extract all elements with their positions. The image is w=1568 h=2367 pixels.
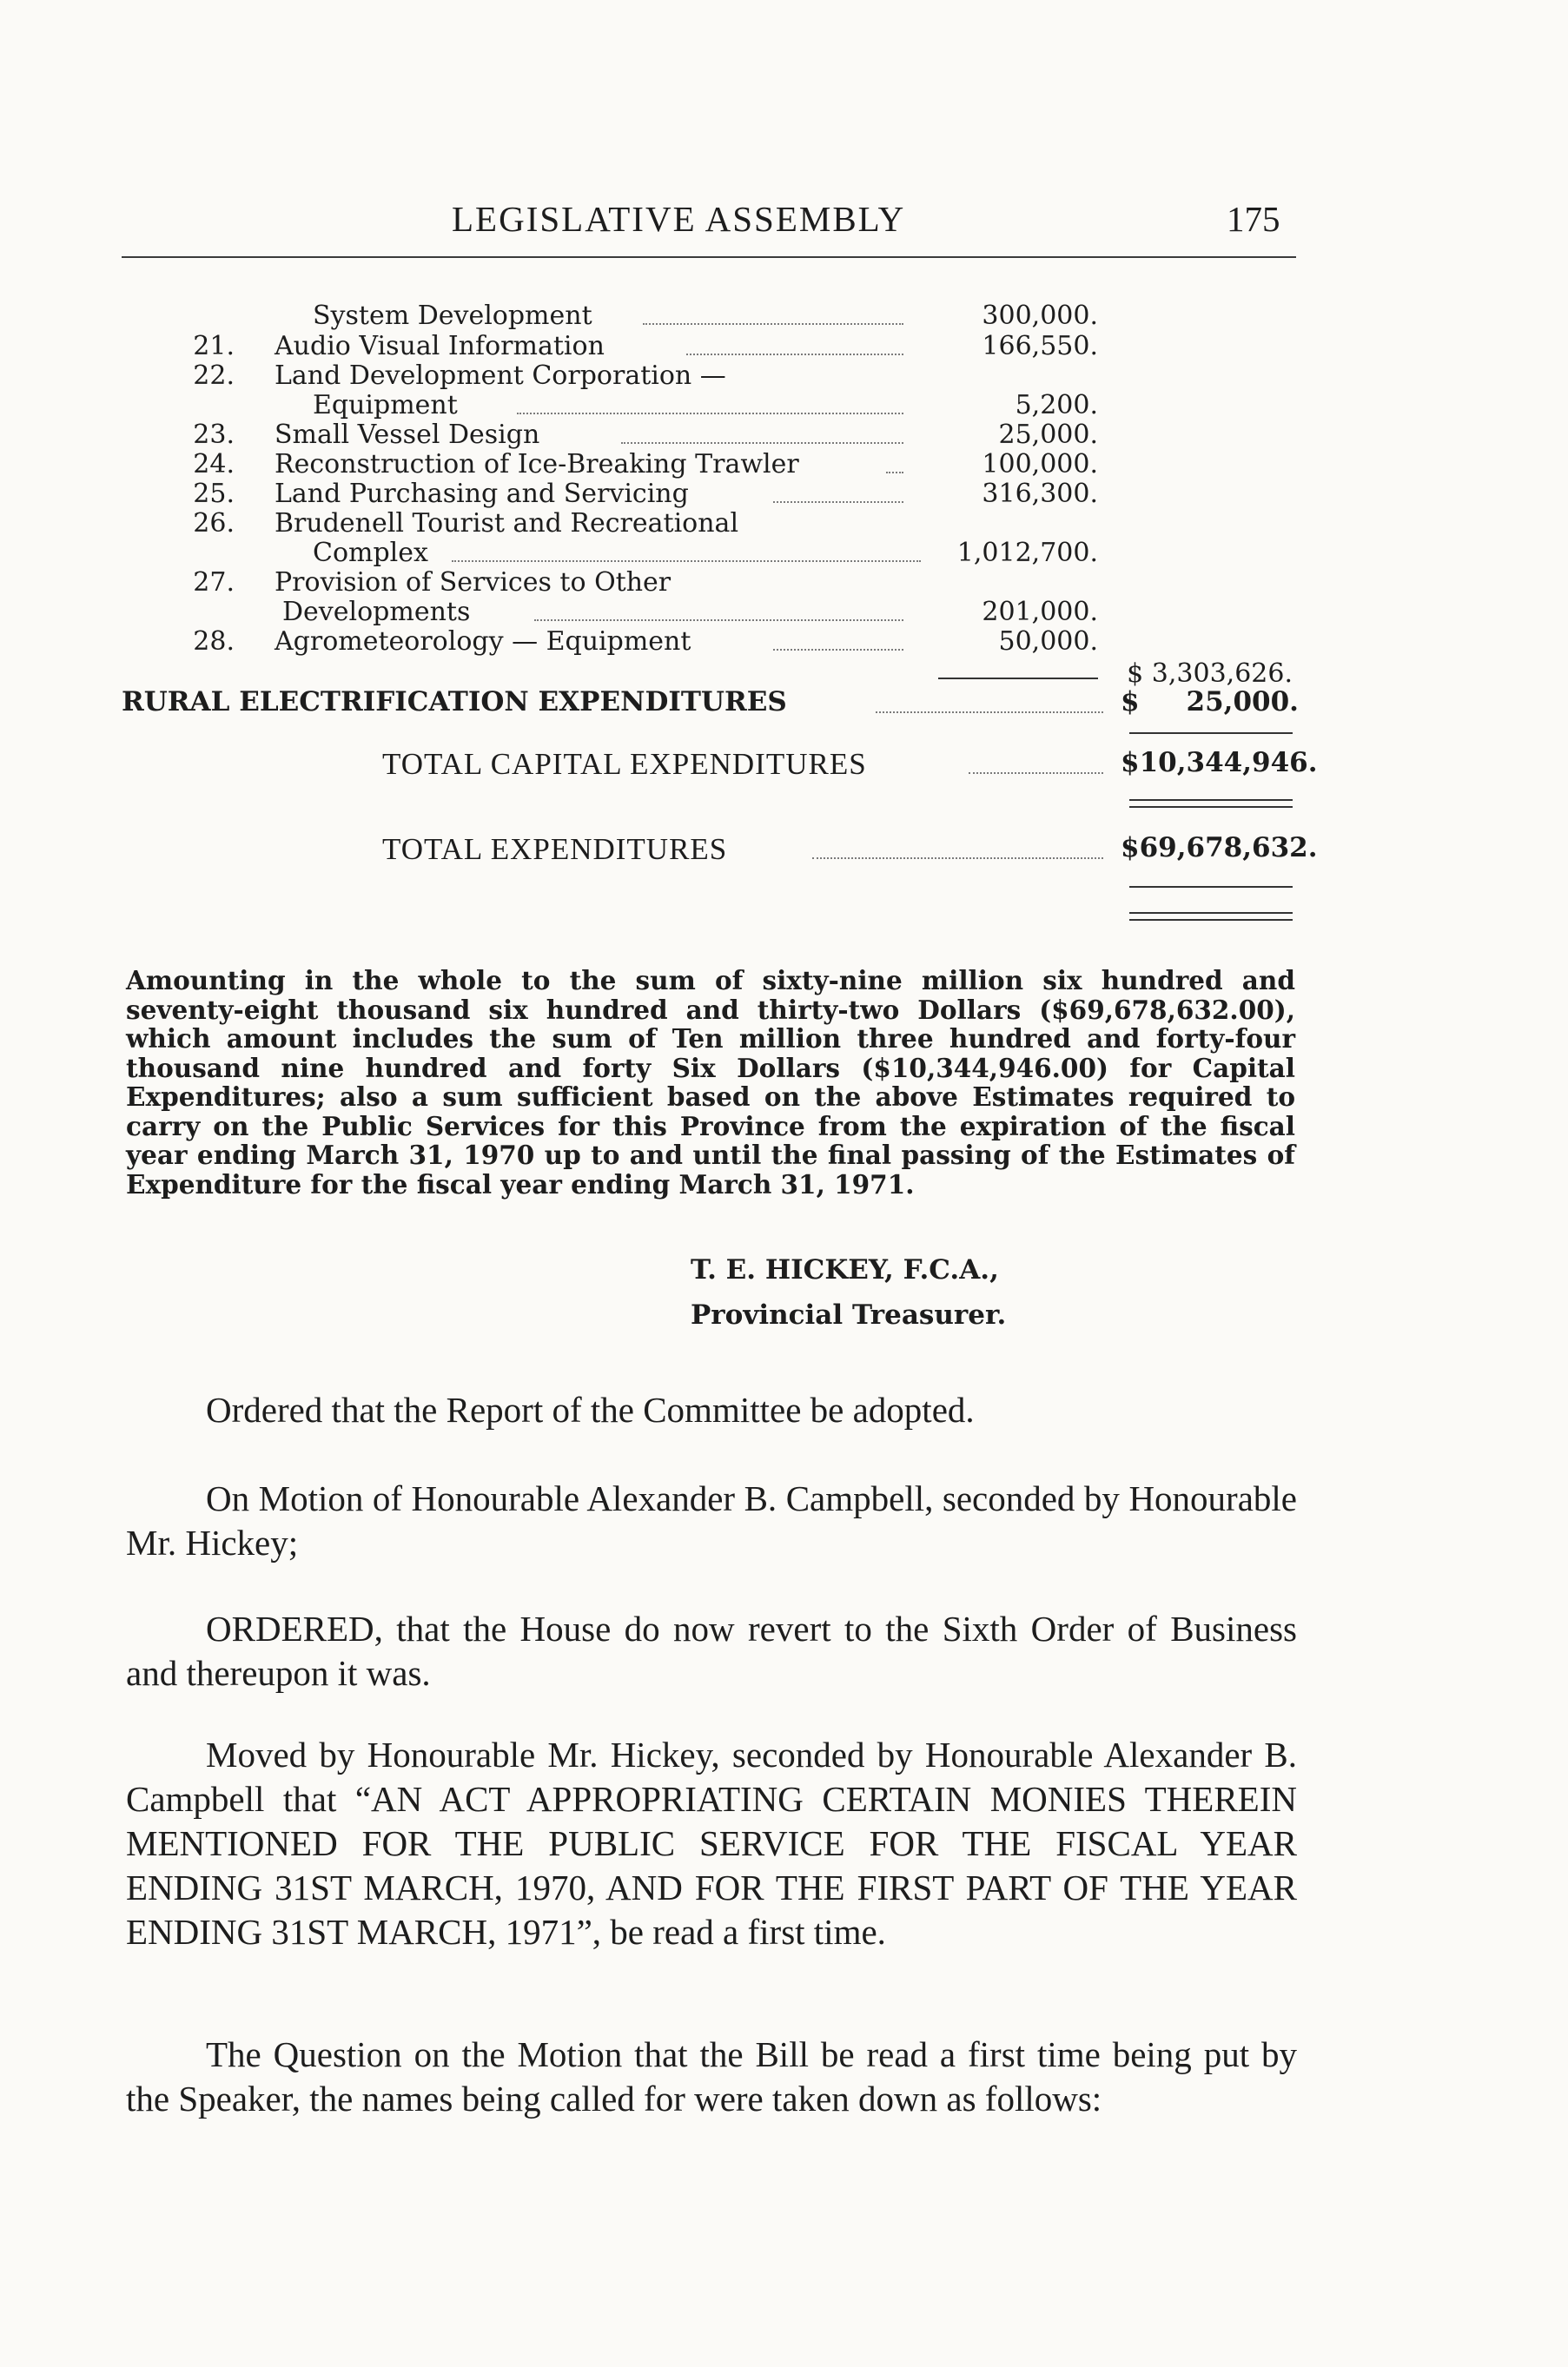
estimate-number: 22. — [193, 360, 235, 391]
estimate-label: Agrometeorology — Equipment — [275, 626, 691, 657]
total-capital-amount: $10,344,946. — [1121, 747, 1318, 778]
dot-leader — [812, 854, 1103, 859]
estimate-label: Land Development Corporation — — [275, 360, 726, 391]
subtotal-amount: $ 3,303,626. — [1127, 658, 1293, 689]
dot-leader — [621, 439, 903, 444]
estimate-amount: 5,200. — [1015, 390, 1098, 420]
estimate-label: Audio Visual Information — [275, 331, 605, 361]
dot-leader — [773, 645, 903, 651]
estimate-label: Provision of Services to Other — [275, 567, 672, 598]
dot-leader — [773, 498, 903, 503]
estimate-label: Small Vessel Design — [275, 420, 540, 450]
rule — [1129, 806, 1293, 808]
subtotal-rule — [938, 678, 1098, 679]
dot-leader — [876, 708, 1103, 713]
estimate-amount: 50,000. — [998, 626, 1098, 657]
estimate-label-continued: Complex — [313, 538, 428, 568]
rule — [1129, 799, 1293, 801]
estimate-number: 21. — [193, 331, 235, 361]
estimate-number: 28. — [193, 626, 235, 657]
rural-electrification-label: RURAL ELECTRIFICATION EXPENDITURES — [122, 686, 787, 717]
estimate-label: Reconstruction of Ice-Breaking Trawler — [275, 449, 799, 479]
appropriation-paragraph: Amounting in the whole to the sum of sixty-nine million six hundred and seventy-eight thousand six hundred and thirty-two Dollars ($69,678,632.00), which amount includes the sum of Ten million three hundred and forty-four thousand nine hundred and forty Six Dollars ($10,344,946.00) for Capital Expenditures; also a sum sufficient based on the above Estimates required to carry on the Public Services for this Province from the expiration of the fiscal year ending March 31, 1970 up to and until the final passing of the Estimates of Expenditure for the fiscal year ending March 31, 1971. — [126, 965, 1295, 1200]
estimate-number: 27. — [193, 567, 235, 598]
estimate-label: System Development — [313, 301, 592, 331]
estimate-number: 24. — [193, 449, 235, 479]
estimate-amount: 201,000. — [982, 597, 1098, 627]
total-expenditures-label: TOTAL EXPENDITURES — [382, 832, 728, 866]
running-header-title: LEGISLATIVE ASSEMBLY — [452, 199, 906, 239]
rule — [1129, 886, 1293, 888]
body-paragraph: Moved by Honourable Mr. Hickey, seconded by Honourable Alexander B. Campbell that “AN ACT APPROPRIATING CERTAIN MONIES THEREIN MENTIONED FOR THE PUBLIC SERVICE FOR THE FISCAL YEAR ENDING 31ST MARCH, 1970, AND FOR THE FIRST PART OF THE YEAR ENDING 31ST MARCH, 1971”, be read a first time. — [126, 1735, 1297, 1952]
estimate-label-continued: Developments — [282, 597, 471, 627]
dot-leader — [643, 320, 903, 325]
header-rule — [122, 256, 1296, 258]
dot-leader — [969, 769, 1103, 774]
estimate-amount: 100,000. — [982, 449, 1098, 479]
estimate-amount: 166,550. — [982, 331, 1098, 361]
rule — [1129, 919, 1293, 921]
rule — [1129, 732, 1293, 734]
total-expenditures-amount: $69,678,632. — [1121, 832, 1318, 863]
dot-leader — [686, 350, 903, 355]
estimate-label: Brudenell Tourist and Recreational — [275, 508, 739, 539]
estimate-amount: 300,000. — [982, 301, 1098, 331]
estimate-amount: 1,012,700. — [956, 538, 1098, 568]
body-paragraph: Ordered that the Report of the Committee be adopted. — [206, 1390, 975, 1430]
signatory-title: Provincial Treasurer. — [691, 1299, 1007, 1331]
signatory-name: T. E. HICKEY, F.C.A., — [691, 1254, 999, 1286]
body-paragraph: The Question on the Motion that the Bill be read a first time being put by the Speaker, the names being called for were taken down as follows: — [126, 2034, 1297, 2119]
estimate-label-continued: Equipment — [313, 390, 458, 420]
rule — [1129, 912, 1293, 914]
estimate-amount: 25,000. — [998, 420, 1098, 450]
body-paragraph: ORDERED, that the House do now revert to the Sixth Order of Business and thereupon it was. — [126, 1609, 1297, 1693]
dot-leader — [517, 409, 903, 414]
estimate-label: Land Purchasing and Servicing — [275, 479, 689, 509]
body-paragraph: On Motion of Honourable Alexander B. Campbell, seconded by Honourable Mr. Hickey; — [126, 1478, 1297, 1563]
dot-leader — [534, 616, 903, 621]
estimate-number: 25. — [193, 479, 235, 509]
dot-leader — [886, 468, 903, 473]
estimate-number: 23. — [193, 420, 235, 450]
total-capital-label: TOTAL CAPITAL EXPENDITURES — [382, 747, 867, 781]
page-number: 175 — [1227, 199, 1280, 239]
dot-leader — [452, 557, 921, 562]
estimate-amount: 316,300. — [982, 479, 1098, 509]
rural-electrification-amount: $ 25,000. — [1121, 686, 1299, 717]
estimate-number: 26. — [193, 508, 235, 539]
